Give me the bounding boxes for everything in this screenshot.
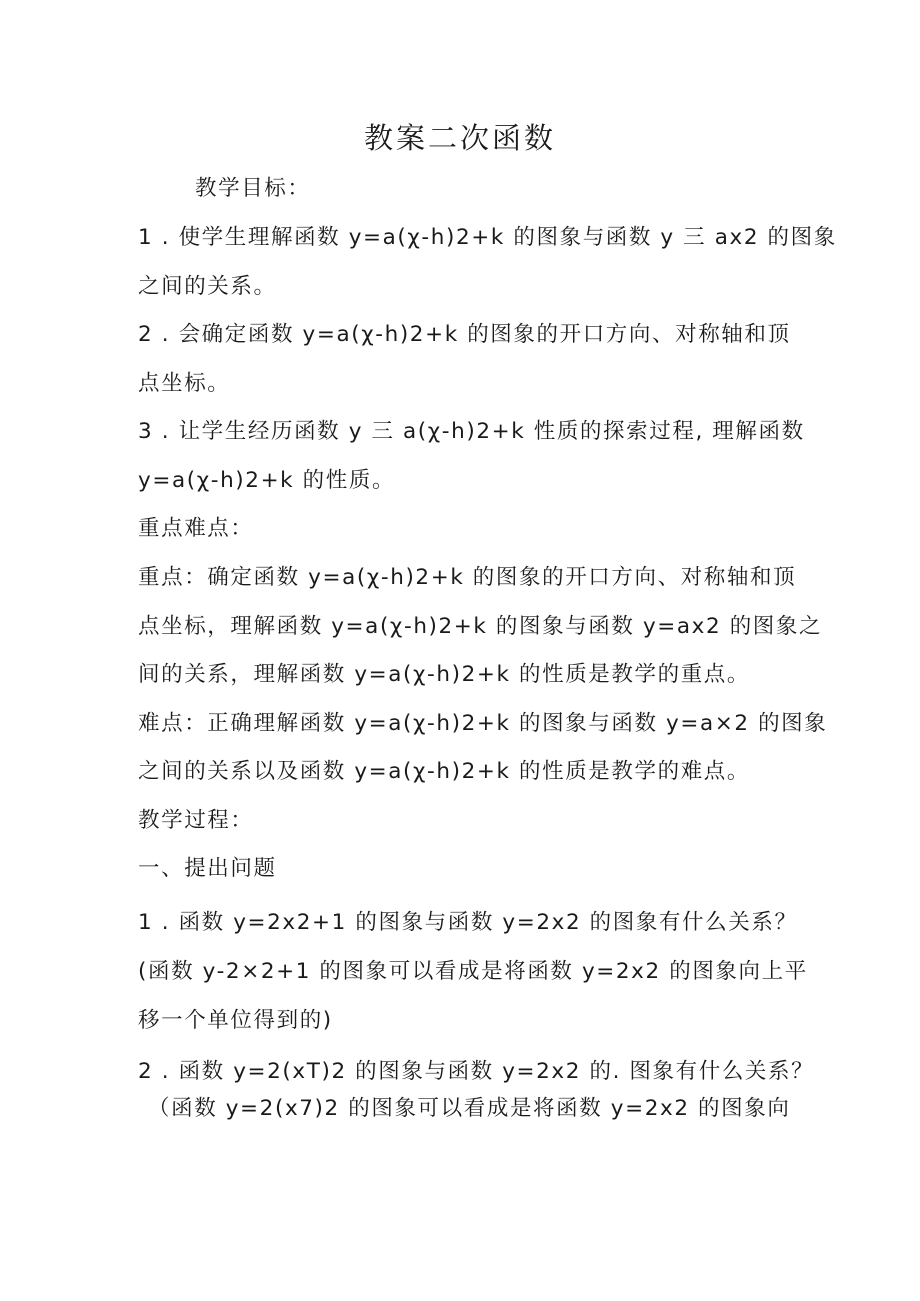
objective-2-line-1: 2 . 会确定函数 y=a(χ-h)2+k 的图象的开口方向、对称轴和顶 xyxy=(138,322,791,347)
document-title: 教案二次函数 xyxy=(363,121,556,155)
difficult-points-line-2: 之间的关系以及函数 y=a(χ-h)2+k 的性质是教学的难点。 xyxy=(138,759,751,784)
objective-3-line-1: 3 . 让学生经历函数 y 三 a(χ-h)2+k 性质的探索过程, 理解函数 xyxy=(138,419,805,444)
objective-1-line-2: 之间的关系。 xyxy=(138,274,277,299)
key-points-line-2: 点坐标，理解函数 y=a(χ-h)2+k 的图象与函数 y=ax2 的图象之 xyxy=(138,614,823,639)
section-heading-teaching-process: 教学过程： xyxy=(138,808,254,833)
key-points-line-1: 重点：确定函数 y=a(χ-h)2+k 的图象的开口方向、对称轴和顶 xyxy=(138,565,797,590)
section-heading-teaching-objectives: 教学目标： xyxy=(195,176,311,201)
question-1: 1 . 函数 y=2x2+1 的图象与函数 y=2x2 的图象有什么关系？ xyxy=(138,910,798,935)
objective-3-line-2: y=a(χ-h)2+k 的性质。 xyxy=(138,468,396,493)
objective-1-line-1: 1 . 使学生理解函数 y=a(χ-h)2+k 的图象与函数 y 三 ax2 的图象 xyxy=(138,225,837,250)
subsection-heading-raise-questions: 一、提出问题 xyxy=(138,856,277,881)
section-heading-key-difficult-points: 重点难点： xyxy=(138,516,254,541)
answer-2-line-1: （函数 y=2(x7)2 的图象可以看成是将函数 y=2x2 的图象向 xyxy=(148,1096,791,1121)
question-2: 2 . 函数 y=2(xT)2 的图象与函数 y=2x2 的. 图象有什么关系？ xyxy=(138,1059,815,1084)
objective-2-line-2: 点坐标。 xyxy=(138,371,231,396)
answer-1-line-2: 移一个单位得到的) xyxy=(138,1008,333,1033)
answer-1-line-1: (函数 y-2×2+1 的图象可以看成是将函数 y=2x2 的图象向上平 xyxy=(138,959,808,984)
key-points-line-3: 间的关系，理解函数 y=a(χ-h)2+k 的性质是教学的重点。 xyxy=(138,662,751,687)
difficult-points-line-1: 难点：正确理解函数 y=a(χ-h)2+k 的图象与函数 y=a×2 的图象 xyxy=(138,711,828,736)
